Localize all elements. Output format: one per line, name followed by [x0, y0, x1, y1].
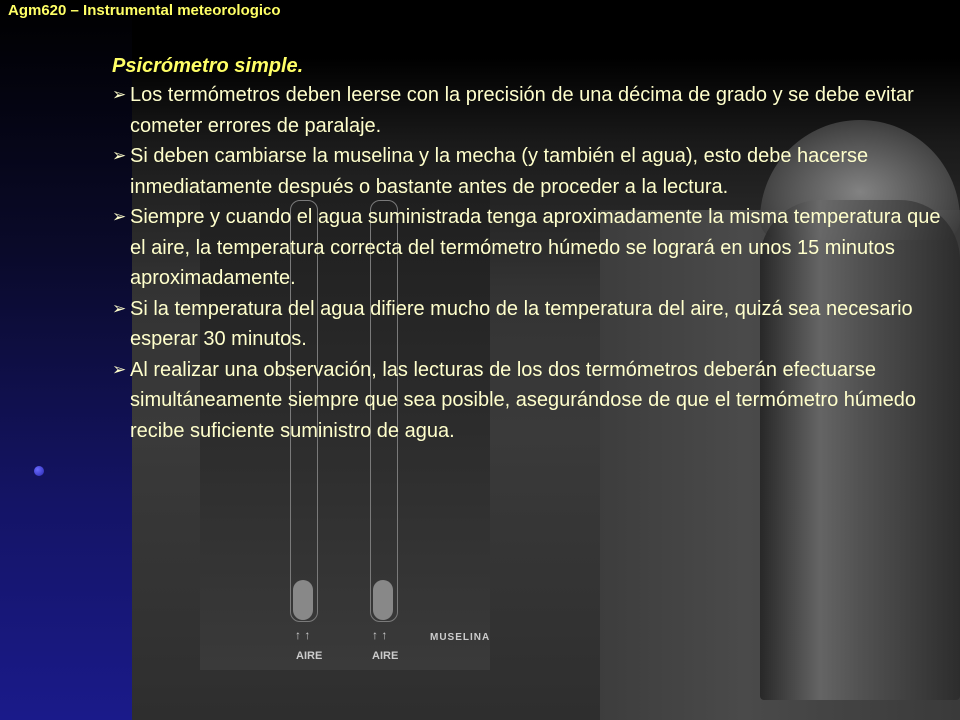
arrow-bullet-icon: ➢	[112, 359, 127, 379]
bullet-text: Al realizar una observación, las lecturas de los dos termómetros deberán efectuarse simultáneamente siempre que sea posible, asegurándose de que el termómetro húmedo recibe suficiente suministro de agua.	[130, 358, 917, 442]
bullet-text: Siempre y cuando el agua suministrada tenga aproximadamente la misma temperatura que el aire, la temperatura correcta del termómetro húmedo se logrará en unos 15 minutos aproximadamente.	[130, 206, 941, 289]
bullet-item	[112, 141, 952, 202]
diagram-label-muselina: MUSELINA	[430, 632, 491, 643]
bullet-text: Los termómetros deben leerse con la precisión de una décima de grado y se debe evitar cometer errores de paralaje.	[130, 84, 914, 137]
decorative-dot	[34, 466, 44, 476]
bullet-item	[112, 202, 952, 294]
arrow-bullet-icon: ➢	[112, 207, 127, 226]
air-arrow-icon: ↑ ↑	[372, 628, 388, 642]
bullet-item	[112, 294, 952, 355]
slide-title: Psicrómetro simple.	[112, 55, 304, 77]
course-header: Agm620 – Instrumental meteorologico	[8, 2, 281, 19]
air-arrow-icon: ↑ ↑	[295, 628, 311, 642]
bullet-list	[112, 80, 952, 446]
bullet-text: Si la temperatura del agua difiere mucho de la temperatura del aire, quizá sea necesario esperar 30 minutos.	[130, 297, 913, 350]
bullet-text: Si deben cambiarse la muselina y la mecha (y también el agua), esto debe hacerse inmediatamente después o bastante antes de proceder a la lectura.	[130, 145, 869, 198]
diagram-label-aire-right: AIRE	[372, 650, 399, 662]
dry-bulb	[293, 580, 313, 620]
arrow-bullet-icon: ➢	[112, 85, 127, 104]
bullet-item	[112, 355, 952, 447]
bullet-item	[112, 80, 952, 141]
slide-content	[112, 52, 952, 446]
arrow-bullet-icon: ➢	[112, 298, 127, 318]
diagram-label-aire-left: AIRE	[296, 650, 323, 662]
wet-bulb	[373, 580, 393, 620]
arrow-bullet-icon: ➢	[112, 146, 127, 165]
